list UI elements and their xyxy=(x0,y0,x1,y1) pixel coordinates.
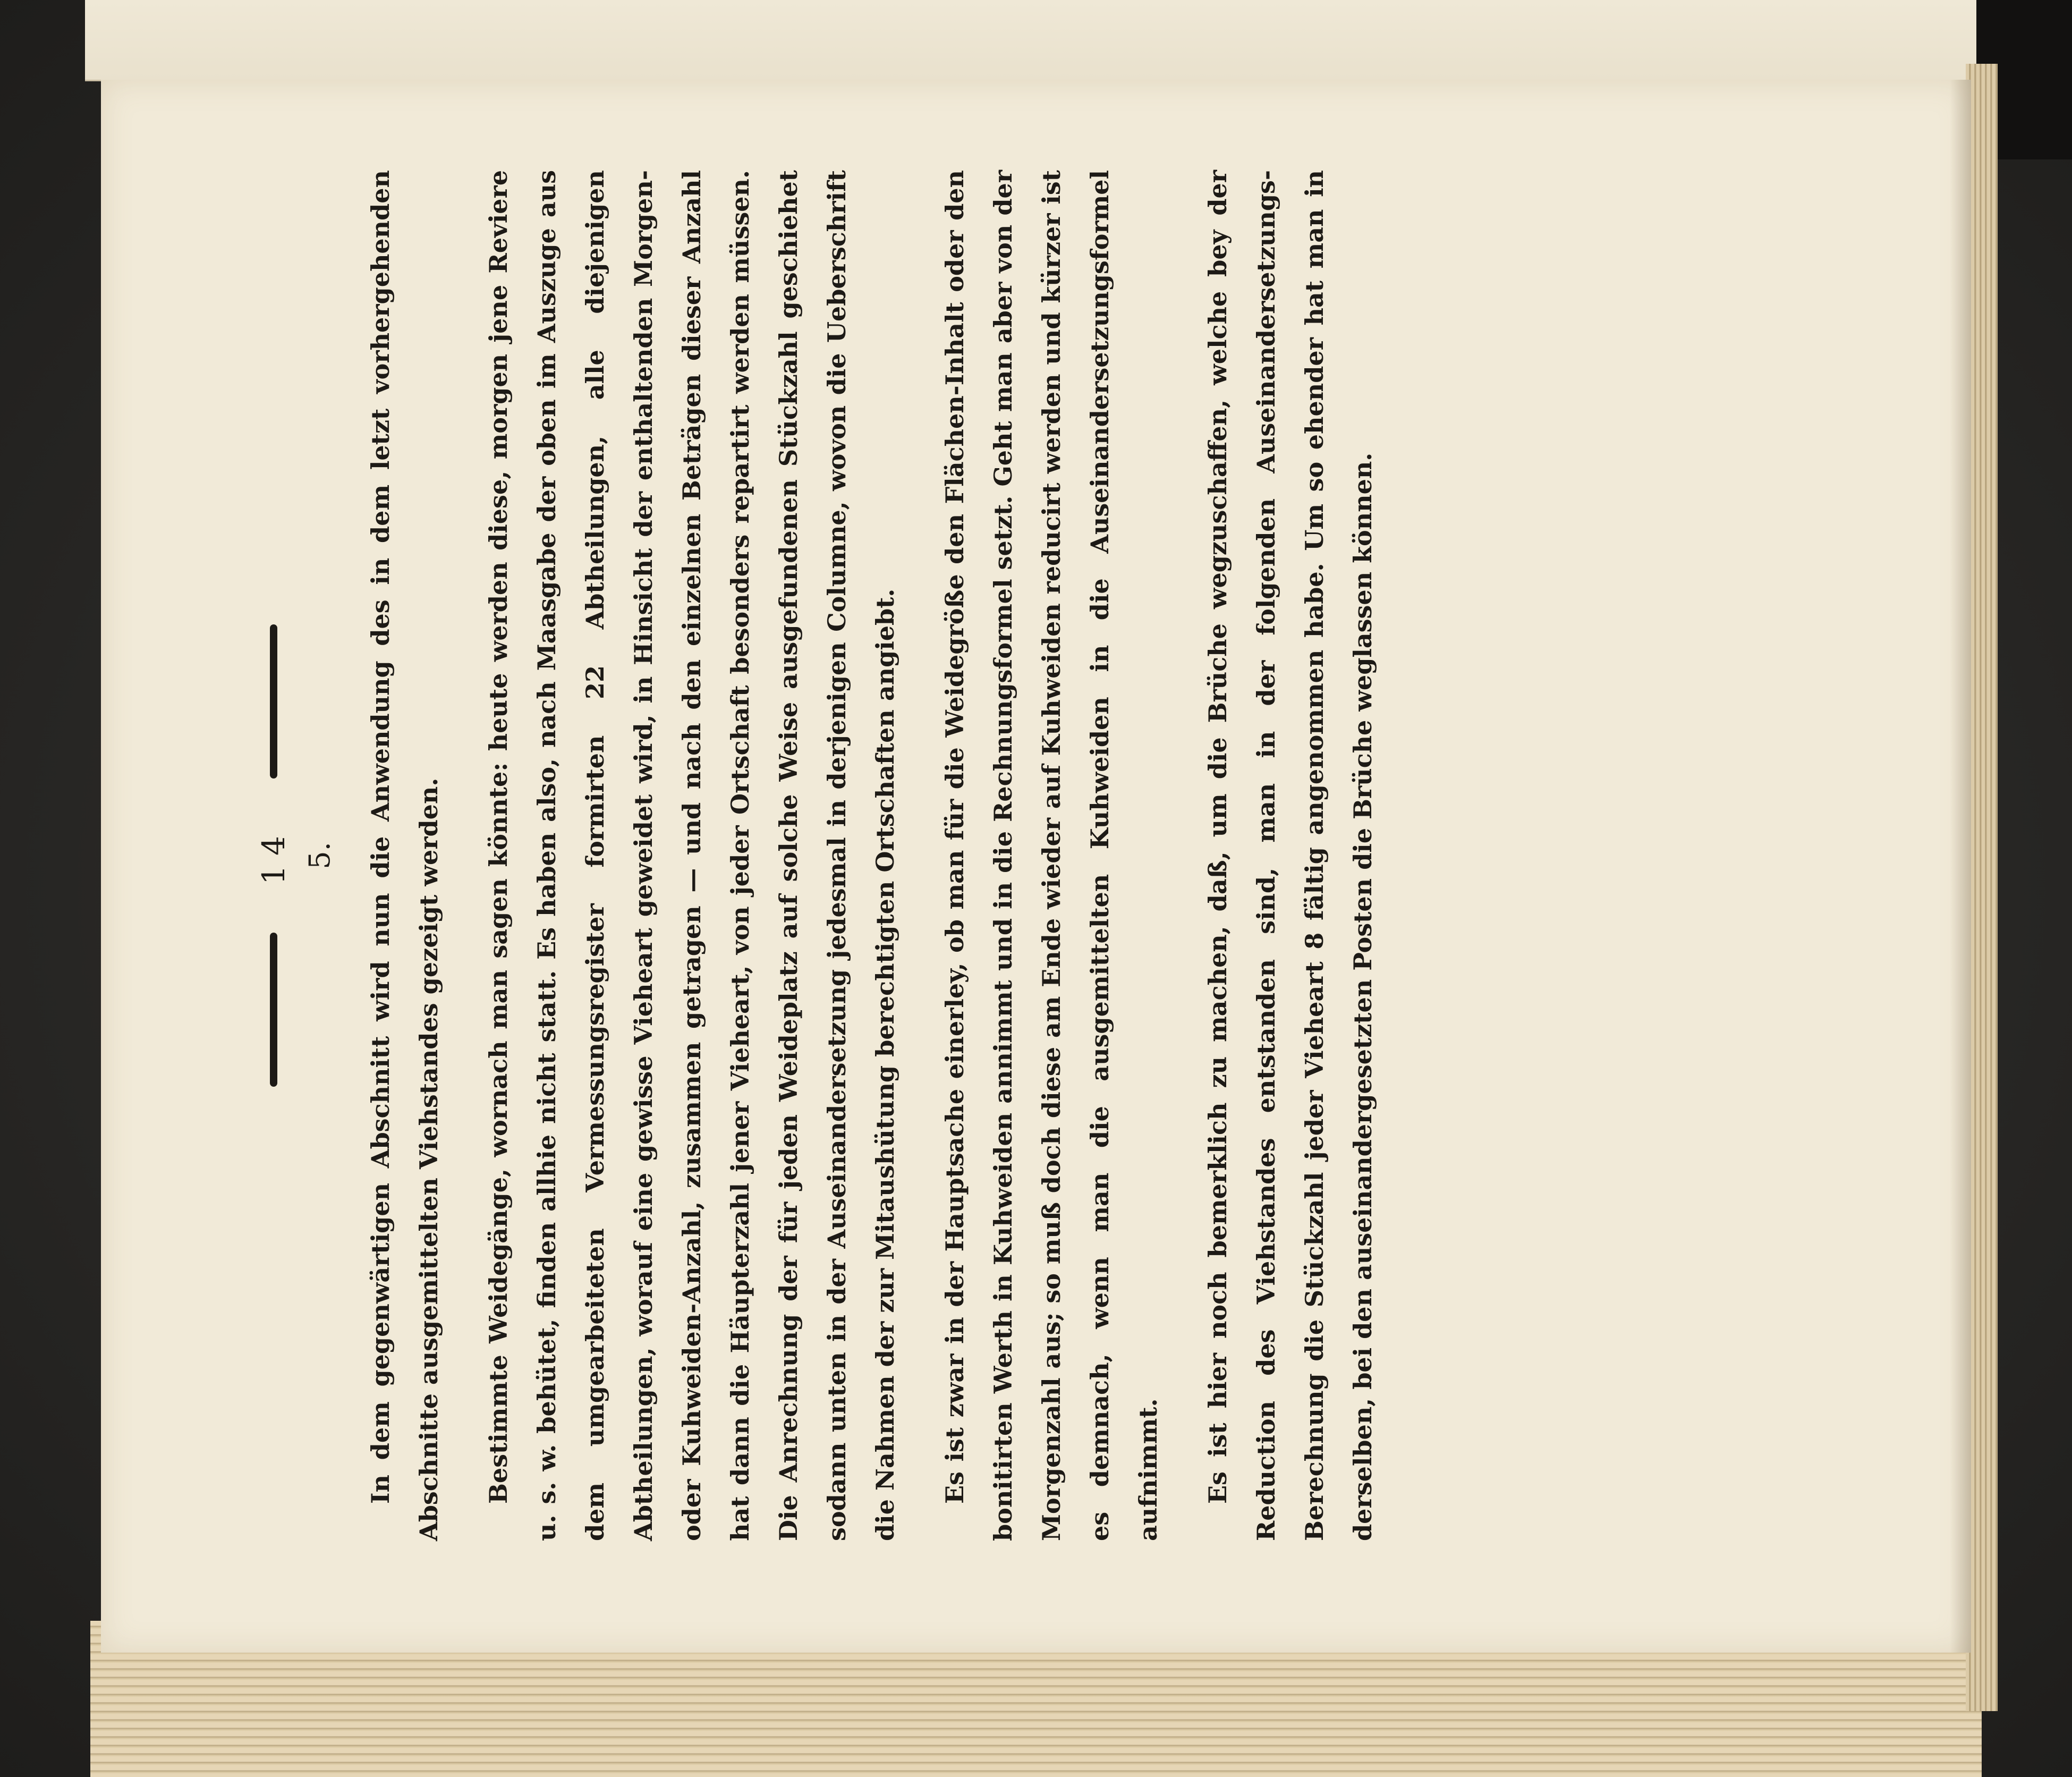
page-text-block xyxy=(255,170,1636,1541)
section-number: 5. xyxy=(303,842,336,869)
paragraph-1: In dem gegenwärtigen Abschnitt wird nun die Anwendung des in dem letzt vorhergehenden Abschnitte ausgemittelten Viehstandes gezeigt werden. xyxy=(366,170,443,1541)
header-rule-right xyxy=(270,624,277,779)
page-number: 14 xyxy=(256,826,292,885)
paragraph-4: Es ist hier noch bemerklich zu machen, daß, um die Brüche wegzuschaffen, welche bey der Reduction des Viehstandes entstanden sind, man in der folgenden Auseinandersetzungs-Berechnung die Stückzahl jeder Vieheart 8 fältig angenommen habe. Um so ehender hat man in derselben, bei den auseinandergesetzten Posten die Brüche weglassen können. xyxy=(1203,170,1377,1541)
paragraph-2: Bestimmte Weidegänge, wornach man sagen könnte: heute werden diese, morgen jene Reviere u. s. w. behütet, finden allhie nicht statt. Es haben also, nach Maasgabe der oben im Auszuge aus dem umgearbeiteten Vermessungsregister formirten 22 Abtheilungen, alle diejenigen Abtheilungen, worauf eine gewisse Vieheart geweidet wird, in Hinsicht der enthaltenden Morgen- oder Kuhweiden-Anzahl, zusammen getragen — und nach den einzelnen Beträgen dieser Anzahl hat dann die Häupterzahl jener Vieheart, von jeder Ortschaft besonders repartirt werden müssen. Die Anrechnung der für jeden Weideplatz auf solche Weise ausgefundenen Stückzahl geschiehet sodann unten in der Auseinandersetzung jedesmal in derjenigen Columne, wovon die Ueberschrift die Nahmen der zur Mitaushütung berechtigten Ortschaften angiebt. xyxy=(484,170,899,1541)
facing-page-edge xyxy=(85,0,1976,81)
gutter-shadow xyxy=(1950,80,1971,1653)
header-rule-left xyxy=(270,933,277,1087)
page-header xyxy=(255,170,292,1541)
paragraph-3: Es ist zwar in der Hauptsache einerley, ob man für die Weidegröße den Flächen-Inhalt oder den bonitirten Werth in Kuhweiden annimmt und in die Rechnungsformel setzt. Geht man aber von der Morgenzahl aus; so muß doch diese am Ende wieder auf Kuhweiden reducirt werden und kürzer ist es demnach, wenn man die ausgemittelten Kuhweiden in die Auseinandersetzungsformel aufnimmt. xyxy=(940,170,1162,1541)
